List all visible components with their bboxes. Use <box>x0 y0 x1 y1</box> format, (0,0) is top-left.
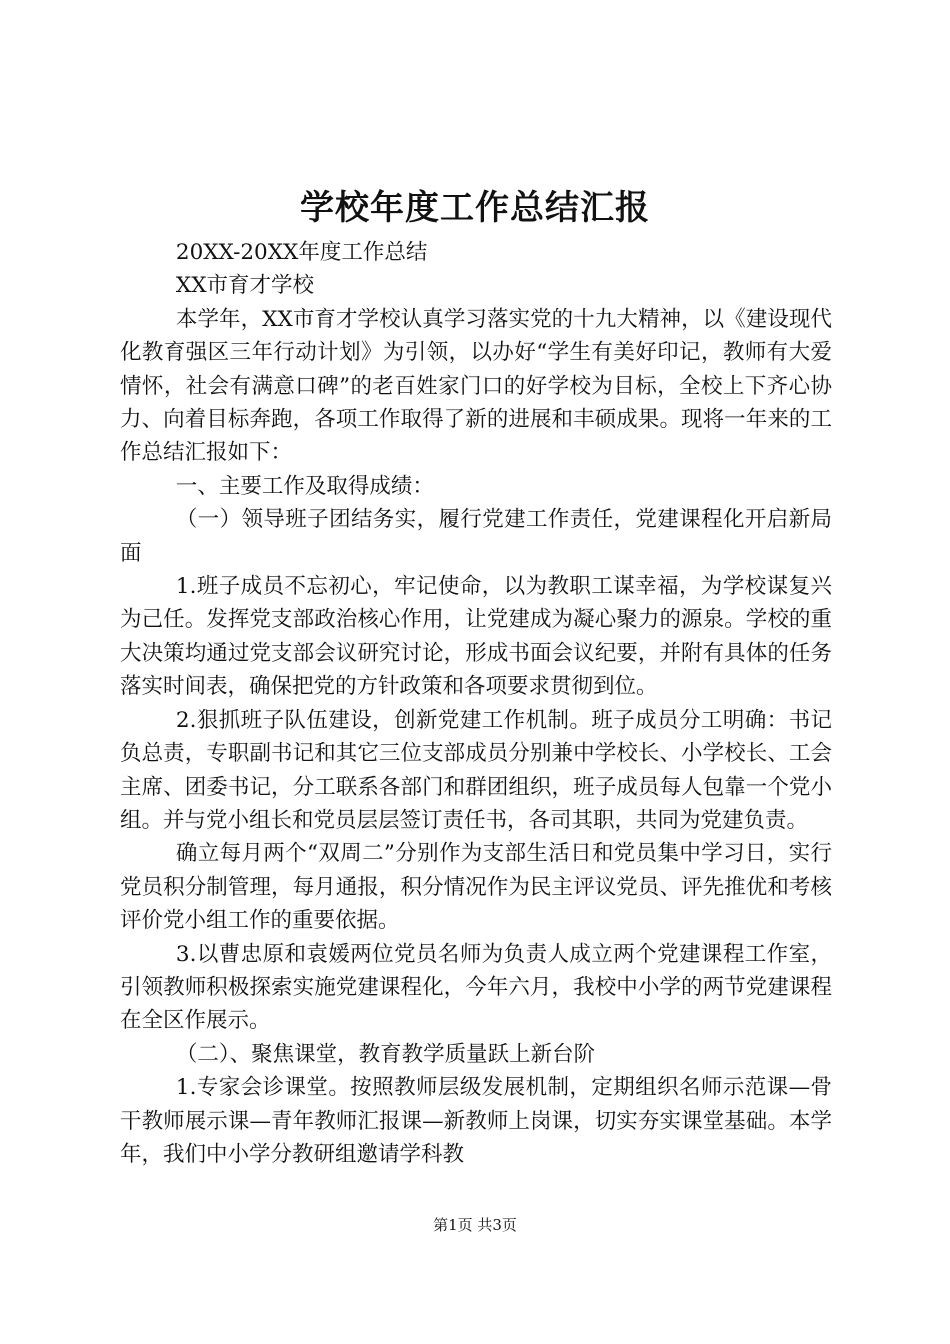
section-heading-main-work: 一、主要工作及取得成绩： <box>175 473 434 499</box>
page-footer: 第1页 共3页 <box>433 1216 517 1234</box>
paragraph-school-name: XX市育才学校 <box>175 273 315 299</box>
subsection-heading-leadership: （一）领导班子团结务实，履行党建工作责任，党建课程化开启新局面 <box>120 507 832 566</box>
paragraph-double-tuesday: 确立每月两个“双周二”分别作为支部生活日和党员集中学习日，实行党员积分制管理，每月通报，积分情况作为民主评议党员、评先推优和考核评价党小组工作的重要依据。 <box>120 841 832 934</box>
paragraph-expert-classroom: 1.专家会诊课堂。按照教师层级发展机制，定期组织名师示范课—骨干教师展示课—青年教师汇报课—新教师上岗课，切实夯实课堂基础。本学年，我们中小学分教研组邀请学科教 <box>120 1075 832 1167</box>
document-title: 学校年度工作总结汇报 <box>300 188 650 228</box>
paragraph-item-2: 2.狠抓班子队伍建设，创新党建工作机制。班子成员分工明确：书记负总责，专职副书记和其它三位支部成员分别兼中学校长、小学校长、工会主席、团委书记，分工联系各部门和群团组织，班子成员每人包靠一个党小组。并与党小组长和党员层层签订责任书，各司其职，共同为党建负责。 <box>120 707 832 833</box>
paragraph-year-heading: 20XX-20XX年度工作总结 <box>175 240 428 265</box>
paragraph-intro: 本学年，XX市育才学校认真学习落实党的十九大精神，以《建设现代化教育强区三年行动计划》为引领，以办好“学生有美好印记，教师有大爱情怀，社会有满意口碑”的老百姓家门口的好学校为目标，全校上下齐心协力、向着目标奔跑，各项工作取得了新的进展和丰硕成果。现将一年来的工作总结汇报如下： <box>120 306 832 466</box>
paragraph-item-1: 1.班子成员不忘初心，牢记使命，以为教职工谋幸福，为学校谋复兴为己任。发挥党支部政治核心作用，让党建成为凝心聚力的源泉。学校的重大决策均通过党支部会议研究讨论，形成书面会议纪要，并附有具体的任务落实时间表，确保把党的方针政策和各项要求贯彻到位。 <box>120 574 832 700</box>
document-body <box>120 236 832 1171</box>
subsection-heading-classroom: （二）、聚焦课堂，教育教学质量跃上新台阶 <box>175 1041 596 1067</box>
paragraph-item-3: 3.以曹忠原和袁媛两位党员名师为负责人成立两个党建课程工作室，引领教师积极探索实施党建课程化，今年六月，我校中小学的两节党建课程在全区作展示。 <box>120 941 832 1034</box>
